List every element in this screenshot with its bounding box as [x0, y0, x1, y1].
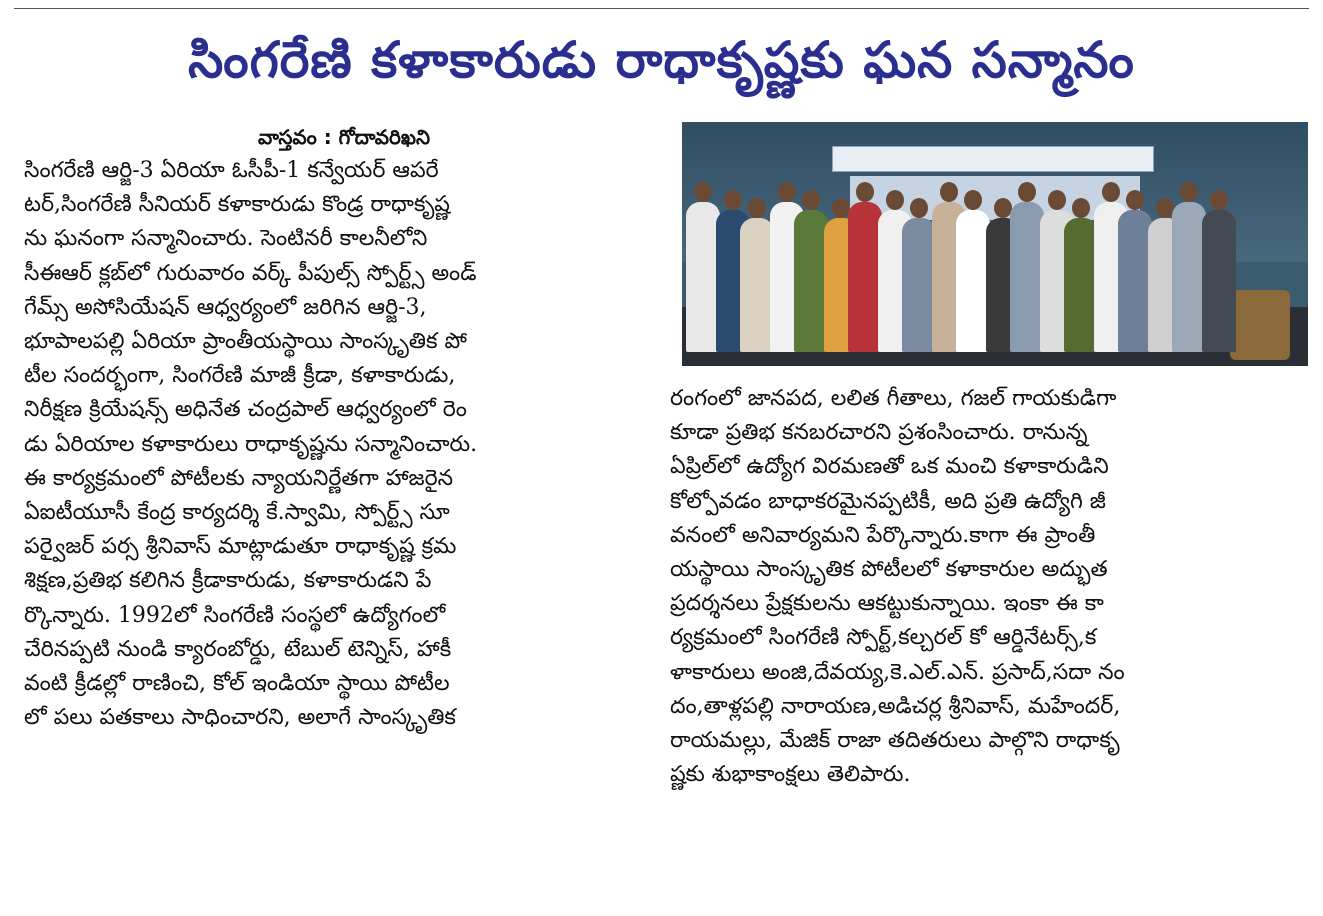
photo-person-head — [1102, 182, 1120, 202]
photo-person-head — [1210, 190, 1228, 210]
article-line: కూడా ప్రతిభ కనబరచారని ప్రశంసించారు. రానున్న — [670, 420, 1088, 446]
article-text-right — [670, 382, 1310, 792]
article-line: దం,తాళ్లపల్లి నారాయణ,అడిచర్ల శ్రీనివాస్, మహేందర్, — [670, 693, 1121, 719]
photo-person — [686, 202, 720, 352]
article-line: ర్కొన్నారు. 1992లో సింగరేణి సంస్థలో ఉద్యోగంలో — [24, 602, 446, 628]
photo-lamp — [1230, 290, 1290, 360]
top-rule — [14, 8, 1309, 9]
article-line: ప్రదర్శనలు ప్రేక్షకులను ఆకట్టుకున్నాయి. ఇంకా ఈ కా — [670, 591, 1104, 617]
photo-person — [902, 218, 936, 352]
dateline: వాస్తవం : గోదావరిఖని — [258, 125, 430, 149]
photo-person — [1202, 210, 1236, 352]
article-line: ఏప్రిల్‌లో ఉద్యోగ విరమణతో ఒక మంచి కళాకారుడిని — [670, 454, 1109, 480]
article-line: వంటి క్రీడల్లో రాణించి, కోల్ ఇండియా స్థాయి పోటీల — [24, 671, 450, 697]
article-line: లో పలు పతకాలు సాధించారని, అలాగే సాంస్కృతిక — [24, 705, 456, 731]
article-line: భూపాలపల్లి ఏరియా ప్రాంతీయస్థాయి సాంస్కృతిక పో — [24, 329, 467, 355]
photo-person — [1010, 202, 1044, 352]
photo-person — [848, 202, 882, 352]
article-line: చేరినప్పటి నుండి క్యారంబోర్డు, టేబుల్ టెన్నిస్, హాకీ — [24, 636, 452, 662]
article-line: టీల సందర్భంగా, సింగరేణి మాజీ క్రీడా, కళాకారుడు, — [24, 363, 456, 389]
photo-person-head — [778, 182, 796, 202]
photo-person-head — [1048, 190, 1066, 210]
photo-person — [794, 210, 828, 352]
left-column — [24, 120, 664, 910]
article-line: గేమ్స్ అసోసియేషన్ ఆధ్వర్యంలో జరిగిన ఆర్జి-3, — [24, 294, 427, 320]
photo-person-head — [724, 190, 742, 210]
article-line: కోల్పోవడం బాధాకరమైనప్పటికీ, అది ప్రతి ఉద్యోగి జీ — [670, 488, 1106, 514]
group-photo — [682, 122, 1308, 366]
article-line: ఏఐటీయూసీ కేంద్ర కార్యదర్శి కే.స్వామి, స్పోర్ట్స్ సూ — [24, 500, 450, 526]
article-line: ను ఘనంగా సన్మానించారు. సెంటినరీ కాలనీలోని — [24, 226, 428, 252]
photo-person — [1064, 218, 1098, 352]
photo-person-head — [856, 182, 874, 202]
article-line: యస్థాయి సాంస్కృతిక పోటీలలో కళాకారుల అద్భుత — [670, 557, 1108, 583]
photo-person-head — [748, 198, 766, 218]
photo-person — [1118, 210, 1152, 352]
article-line: టర్,సింగరేణి సీనియర్ కళాకారుడు కొండ్ర రాధాకృష్ణ — [24, 192, 450, 218]
photo-person-head — [1126, 190, 1144, 210]
article-line: నిరీక్షణ క్రియేషన్స్ అధినేత చంద్రపాల్ ఆధ్వర్యంలో రెం — [24, 397, 467, 423]
article-line: ష్ణకు శుభాకాంక్షలు తెలిపారు. — [670, 762, 911, 788]
photo-person-head — [886, 190, 904, 210]
article-line: రాయమల్లు, మేజిక్ రాజా తదితరులు పాల్గొని రాధాకృ — [670, 728, 1120, 754]
photo-person-head — [1018, 182, 1036, 202]
article-line: సీఈఆర్ క్లబ్‌లో గురువారం వర్క్ పీపుల్స్ స్పోర్ట్స్ అండ్ — [24, 260, 477, 286]
photo-person-head — [964, 190, 982, 210]
article-line: డు ఏరియాల కళాకారులు రాధాకృష్ణను సన్మానించారు. — [24, 431, 478, 457]
article-line: సింగరేణి ఆర్జి-3 ఏరియా ఓసీపీ-1 కన్వేయర్ ఆపరే — [24, 158, 439, 183]
photo-person — [740, 218, 774, 352]
photo-person-head — [694, 182, 712, 202]
photo-person-head — [910, 198, 928, 218]
article-line: ర్యక్రమంలో సింగరేణి స్పోర్ట్,కల్చరల్ కో ఆర్డినేటర్స్,క — [670, 625, 1097, 651]
article-line: వనంలో అనివార్యమని పేర్కొన్నారు.కాగా ఈ ప్రాంతీ — [670, 522, 1096, 548]
photo-person-head — [1180, 182, 1198, 202]
photo-person-head — [802, 190, 820, 210]
photo-person-head — [1072, 198, 1090, 218]
photo-banner — [832, 146, 1154, 172]
right-column — [670, 122, 1310, 912]
article-line: రంగంలో జానపద, లలిత గీతాలు, గజల్ గాయకుడిగా — [670, 386, 1117, 411]
photo-person — [1172, 202, 1206, 352]
photo-person — [956, 210, 990, 352]
article-line: ళాకారులు అంజి,దేవయ్య,కె.ఎల్.ఎన్. ప్రసాద్,సదా నం — [670, 659, 1125, 685]
article-line: శిక్షణ,ప్రతిభ కలిగిన క్రీడాకారుడు, కళాకారుడని పే — [24, 568, 432, 594]
photo-person-head — [940, 182, 958, 202]
headline: సింగరేణి కళాకారుడు రాధాకృష్ణకు ఘన సన్మానం — [188, 31, 1135, 89]
article-line: పర్వైజర్ పర్స శ్రీనివాస్ మాట్లాడుతూ రాధాకృష్ణ క్రమ — [24, 534, 457, 560]
article-text-left — [24, 154, 664, 735]
article-line: ఈ కార్యక్రమంలో పోటీలకు న్యాయనిర్ణేతగా హాజరైన — [24, 465, 454, 491]
